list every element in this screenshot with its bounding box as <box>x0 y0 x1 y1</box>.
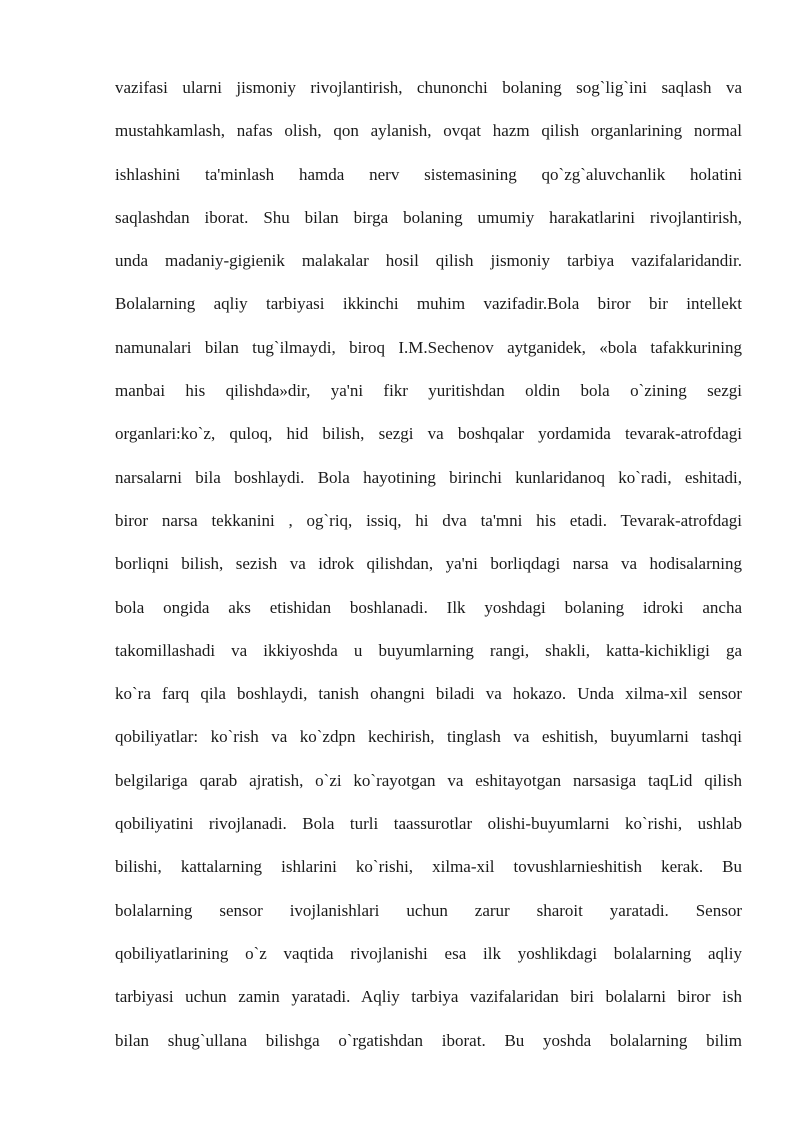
text-line-6: Bolalarning aqliy tarbiyasi ikkinchi muhim vazifadir.Bola biror bir intellekt <box>115 294 742 314</box>
text-line-9: organlari:ko`z, quloq, hid bilish, sezgi va boshqalar yordamida tevarak-atrofdagi <box>115 424 742 444</box>
text-line-15: ko`ra farq qila boshlaydi, tanish ohangni biladi va hokazo. Unda xilma-xil sensor <box>115 684 742 704</box>
text-line-10: narsalarni bila boshlaydi. Bola hayotining birinchi kunlaridanoq ko`radi, eshitadi, <box>115 467 742 487</box>
text-line-4: saqlashdan iborat. Shu bilan birga bolaning umumiy harakatlarini rivojlantirish, <box>115 207 742 227</box>
text-line-14: takomillashadi va ikkiyoshda u buyumlarning rangi, shakli, katta-kichikligi ga <box>115 640 742 660</box>
text-line-21: qobiliyatlarining o`z vaqtida rivojlanishi esa ilk yoshlikdagi bolalarning aqliy <box>115 943 742 963</box>
text-line-18: qobiliyatini rivojlanadi. Bola turli taassurotlar olishi-buyumlarni ko`rishi, ushlab <box>115 814 742 834</box>
text-line-1: vazifasi ularni jismoniy rivojlantirish, chunonchi bolaning sog`lig`ini saqlash va <box>115 78 742 97</box>
text-line-19: bilishi, kattalarning ishlarini ko`rishi, xilma-xil tovushlarnieshitish kerak. Bu <box>115 857 742 877</box>
text-line-23: bilan shug`ullana bilishga o`rgatishdan iborat. Bu yoshda bolalarning bilim <box>115 1030 742 1050</box>
body-text <box>115 71 742 1067</box>
text-line-7: namunalari bilan tug`ilmaydi, biroq I.M.Sechenov aytganidek, «bola tafakkurining <box>115 337 742 357</box>
text-line-20: bolalarning sensor ivojlanishlari uchun zarur sharoit yaratadi. Sensor <box>115 900 742 920</box>
text-line-16: qobiliyatlar: ko`rish va ko`zdpn kechirish, tinglash va eshitish, buyumlarni tashqi <box>115 727 742 747</box>
text-line-5: unda madaniy-gigienik malakalar hosil qilish jismoniy tarbiya vazifalaridandir. <box>115 251 742 271</box>
text-line-22: tarbiyasi uchun zamin yaratadi. Aqliy tarbiya vazifalaridan biri bolalarni biror ish <box>115 987 742 1007</box>
text-line-8: manbai his qilishda»dir, ya'ni fikr yuritishdan oldin bola o`zining sezgi <box>115 381 742 401</box>
text-line-3: ishlashini ta'minlash hamda nerv sistemasining qo`zg`aluvchanlik holatini <box>115 164 742 184</box>
text-line-12: borliqni bilish, sezish va idrok qilishdan, ya'ni borliqdagi narsa va hodisalarning <box>115 554 742 574</box>
text-line-17: belgilariga qarab ajratish, o`zi ko`rayotgan va eshitayotgan narsasiga taqLid qilish <box>115 770 742 790</box>
text-line-13: bola ongida aks etishidan boshlanadi. Ilk yoshdagi bolaning idroki ancha <box>115 597 742 617</box>
text-line-2: mustahkamlash, nafas olish, qon aylanish, ovqat hazm qilish organlarining normal <box>115 121 742 141</box>
text-line-11: biror narsa tekkanini , og`riq, issiq, hi dva ta'mni his etadi. Tevarak-atrofdagi <box>115 510 742 530</box>
